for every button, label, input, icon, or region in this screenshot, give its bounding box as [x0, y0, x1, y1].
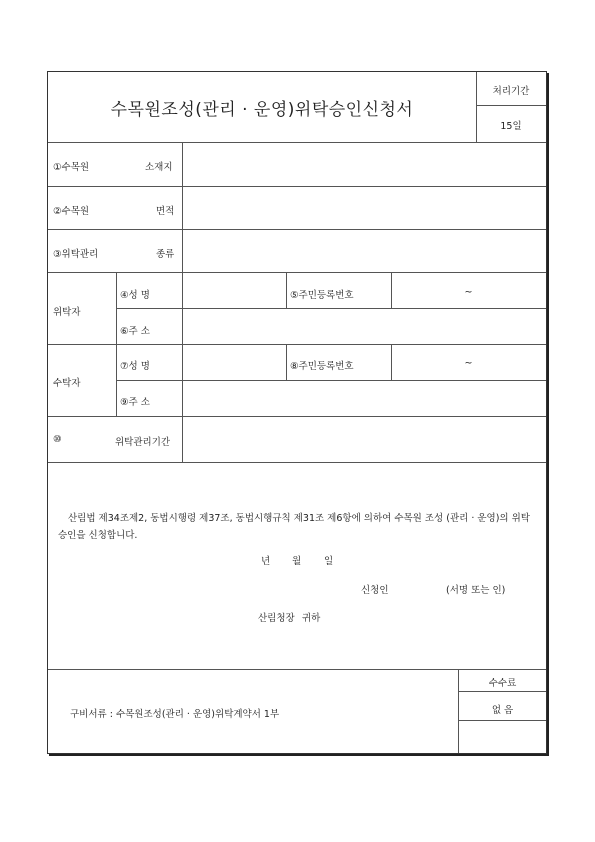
- trustee-label: 수탁자: [53, 378, 81, 389]
- recipient-name: 산림청장: [258, 613, 295, 624]
- area-label: 면적: [156, 206, 175, 217]
- trustee-name-label: ⑦성 명: [120, 361, 150, 372]
- period-num: ⑩: [53, 434, 62, 445]
- location-label: 소재지: [145, 162, 173, 173]
- area-num: ②수목원: [53, 206, 90, 217]
- date-day-label: 일: [324, 556, 334, 567]
- recipient-honorific: 귀하: [302, 613, 321, 624]
- period-field[interactable]: [183, 417, 546, 462]
- processing-period-label: 처리기간: [492, 86, 530, 97]
- trustee-address-field[interactable]: [183, 381, 546, 416]
- divider: [458, 691, 546, 692]
- applicant-sign-label: (서명 또는 인): [446, 585, 506, 596]
- processing-period-value: 15일: [500, 121, 522, 132]
- entruster-address-field[interactable]: [183, 309, 546, 344]
- divider: [48, 272, 546, 273]
- entruster-name-field[interactable]: [183, 273, 286, 308]
- period-label: 위탁관리기간: [115, 437, 171, 448]
- date-month-label: 월: [292, 556, 302, 567]
- divider: [286, 344, 287, 380]
- divider: [48, 669, 546, 670]
- fee-value: 없 음: [491, 705, 514, 716]
- required-documents: 구비서류 : 수목원조성(관리 · 운영)위탁계약서 1부: [70, 709, 280, 720]
- entruster-label: 위탁자: [53, 307, 81, 318]
- type-label: 종류: [156, 249, 175, 260]
- trustee-id-field[interactable]: ~: [464, 358, 473, 369]
- location-num: ①수목원: [53, 162, 90, 173]
- location-field[interactable]: [183, 143, 546, 186]
- application-statement: 산림법 제34조제2, 동법시행령 제37조, 동법시행규칙 제31조 제6항에 의하여 수목원 조성 (관리 · 운영)의 위탁승인을 신청합니다.: [58, 513, 530, 541]
- trustee-address-label: ⑨주 소: [120, 397, 150, 408]
- application-form: [47, 71, 547, 754]
- trustee-id-label: ⑧주민등록번호: [290, 361, 354, 372]
- applicant-label: 신청인: [361, 585, 389, 596]
- form-title: 수목원조성(관리 · 운영)위탁승인신청서: [110, 99, 414, 120]
- divider: [48, 344, 546, 345]
- area-field[interactable]: [183, 187, 546, 229]
- divider: [48, 462, 546, 463]
- type-num: ③위탁관리: [53, 249, 99, 260]
- trustee-name-field[interactable]: [183, 345, 286, 380]
- entruster-name-label: ④성 명: [120, 290, 150, 301]
- divider: [476, 105, 546, 106]
- entruster-id-label: ⑤주민등록번호: [290, 290, 354, 301]
- entruster-id-field[interactable]: ~: [464, 287, 473, 298]
- date-year-label: 년: [261, 556, 271, 567]
- type-field[interactable]: [183, 230, 546, 272]
- entruster-address-label: ⑥주 소: [120, 326, 150, 337]
- fee-label: 수수료: [488, 678, 517, 689]
- divider: [458, 720, 546, 721]
- divider: [286, 272, 287, 308]
